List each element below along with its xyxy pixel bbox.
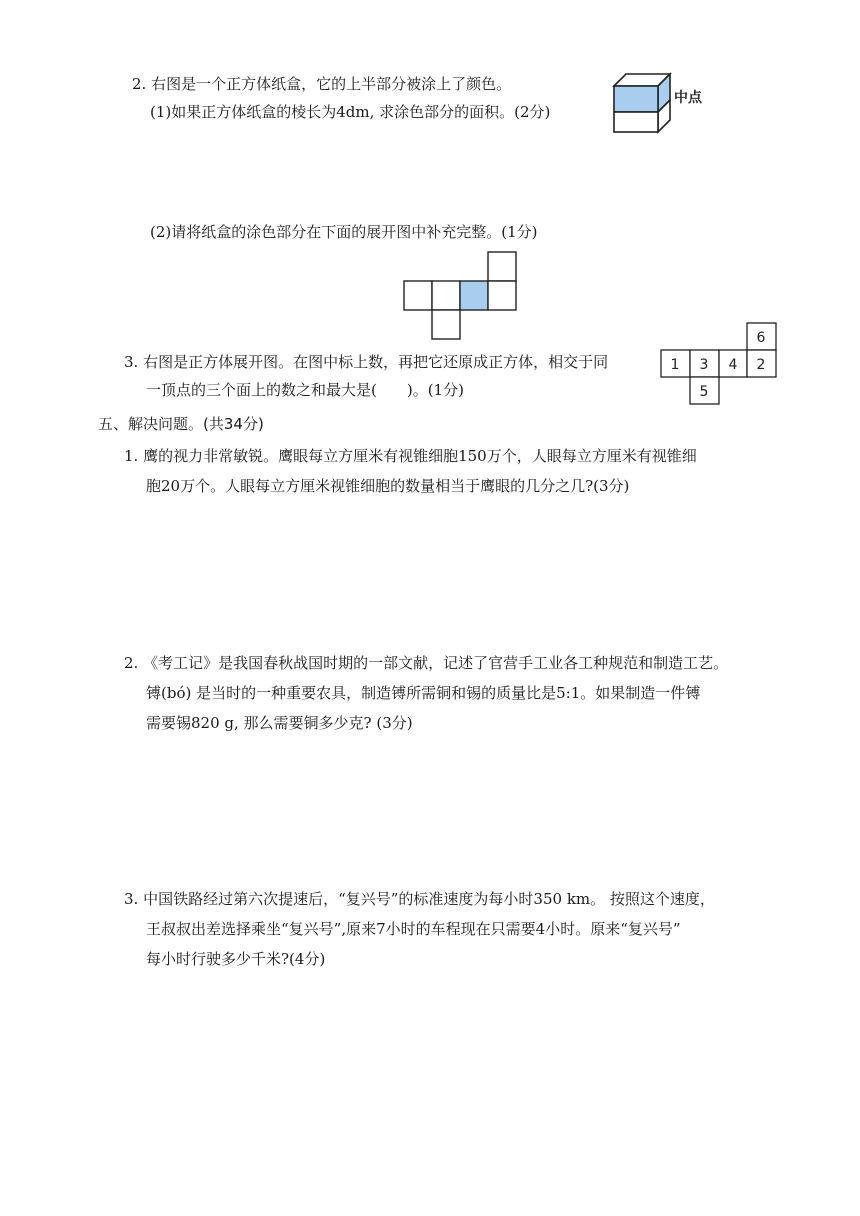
s5-q1-line1: 1. 鹰的视力非常敏锐。鹰眼每立方厘米有视锥细胞150万个，人眼每立方厘米有视锥细: [124, 447, 697, 465]
cube-front-lower-face: [614, 112, 658, 132]
q2-part1: (1)如果正方体纸盒的棱长为4dm, 求涂色部分的面积。(2分): [150, 103, 551, 121]
net-number: 3: [699, 357, 709, 373]
q2-statement: 2. 右图是一个正方体纸盒，它的上半部分被涂上了颜色。: [132, 75, 512, 93]
midpoint-label: 中点: [674, 90, 702, 106]
net-number: 5: [699, 384, 709, 400]
net-number: 4: [728, 357, 738, 373]
q2-part2: (2)请将纸盒的涂色部分在下面的展开图中补充完整。(1分): [150, 223, 538, 241]
s5-q3-line2: 王叔叔出差选择乘坐“复兴号”,原来7小时的车程现在只需要4小时。原来“复兴号”: [146, 920, 681, 938]
s5-q2-line3: 需要锡820 g, 那么需要铜多少克? (3分): [146, 714, 413, 732]
net-number: 2: [756, 357, 766, 373]
net-square: [488, 252, 516, 281]
net-square: [488, 281, 516, 310]
cube-front-upper-face: [614, 86, 658, 112]
s5-q3-line3: 每小时行驶多少千米?(4分): [146, 950, 326, 968]
q3-line2: 一顶点的三个面上的数之和最大是( )。(1分): [146, 381, 464, 399]
s5-q2-line2: 镈(bó) 是当时的一种重要农具，制造镈所需铜和锡的质量比是5:1。如果制造一件镈: [146, 684, 701, 702]
net-square: [432, 281, 460, 310]
net-square: [404, 281, 432, 310]
s5-q1-line2: 胞20万个。人眼每立方厘米视锥细胞的数量相当于鹰眼的几分之几?(3分): [146, 477, 630, 495]
numbered-net-figure: [659, 321, 783, 407]
net-number: 1: [670, 357, 680, 373]
q3-line1: 3. 右图是正方体展开图。在图中标上数，再把它还原成正方体，相交于同: [124, 353, 609, 371]
net-square: [432, 310, 460, 339]
s5-q2-line1: 2. 《考工记》是我国春秋战国时期的一部文献，记述了官营手工业各工种规范和制造工艺。: [124, 654, 729, 672]
cube-net-figure: [402, 250, 522, 342]
net-number: 6: [756, 330, 766, 346]
cube-figure: [612, 70, 722, 140]
s5-q3-line1: 3. 中国铁路经过第六次提速后，“复兴号”的标准速度为每小时350 km。 按照这个速度，: [124, 890, 715, 908]
net-square-shaded: [460, 281, 488, 310]
section5-heading: 五、解决问题。(共34分): [98, 415, 264, 433]
